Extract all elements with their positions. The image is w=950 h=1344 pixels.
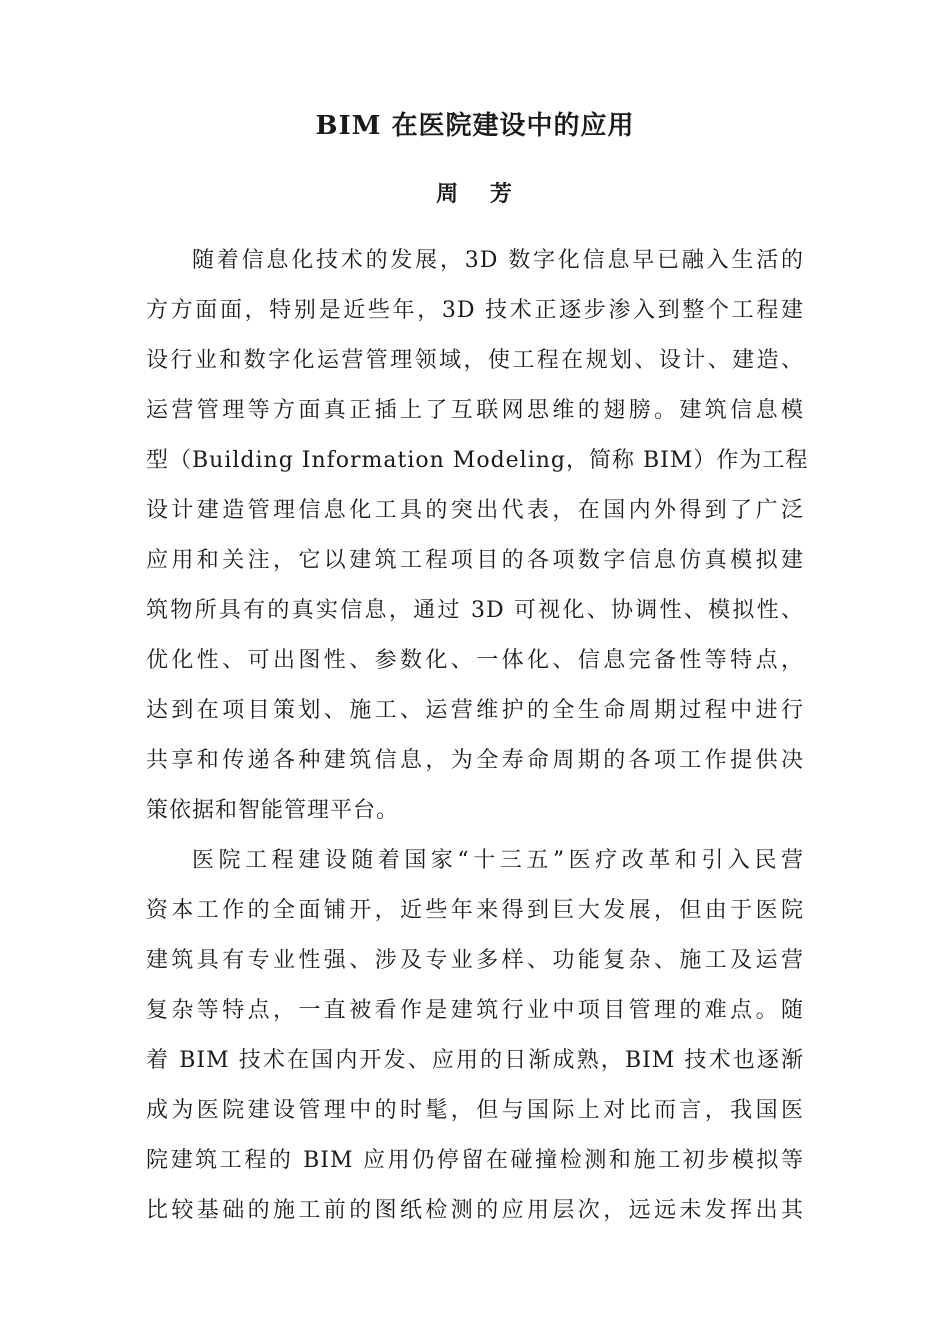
text-line: 资本工作的全面铺开，近些年来得到巨大发展，但由于医院 xyxy=(146,898,804,923)
text-line: 设计建造管理信息化工具的突出代表，在国内外得到了广泛 xyxy=(146,498,804,523)
text-line: 比较基础的施工前的图纸检测的应用层次，远远未发挥出其 xyxy=(146,1198,804,1223)
text-line: 优化性、可出图性、参数化、一体化、信息完备性等特点， xyxy=(146,648,804,673)
text-line: 筑物所具有的真实信息，通过 3D 可视化、协调性、模拟性、 xyxy=(146,598,804,623)
text-line: 策依据和智能管理平台。 xyxy=(146,798,400,823)
text-line: 型（Building Information Modeling，简称 BIM）作为工程 xyxy=(146,448,809,473)
text-line: 着 BIM 技术在国内开发、应用的日渐成熟，BIM 技术也逐渐 xyxy=(146,1048,804,1073)
document-body xyxy=(146,236,809,1236)
text-line: 随着信息化技术的发展，3D 数字化信息早已融入生活的 xyxy=(192,248,804,273)
text-line: 医院工程建设随着国家“十三五”医疗改革和引入民营 xyxy=(192,848,804,873)
text-line: 应用和关注，它以建筑工程项目的各项数字信息仿真模拟建 xyxy=(146,548,804,573)
text-line: 运营管理等方面真正插上了互联网思维的翅膀。建筑信息模 xyxy=(146,398,804,423)
document-title: BIM 在医院建设中的应用 xyxy=(315,111,635,141)
paragraph-2 xyxy=(146,836,804,1236)
text-line: 建筑具有专业性强、涉及专业多样、功能复杂、施工及运营 xyxy=(146,948,804,973)
text-line: 设行业和数字化运营管理领域，使工程在规划、设计、建造、 xyxy=(146,348,804,373)
text-line: 复杂等特点，一直被看作是建筑行业中项目管理的难点。随 xyxy=(146,998,804,1023)
paragraph-1 xyxy=(146,236,809,836)
text-line: 院建筑工程的 BIM 应用仍停留在碰撞检测和施工初步模拟等 xyxy=(146,1148,804,1173)
document-author: 周 芳 xyxy=(436,181,524,207)
text-line: 共享和传递各种建筑信息，为全寿命周期的各项工作提供决 xyxy=(146,748,804,773)
text-line: 达到在项目策划、施工、运营维护的全生命周期过程中进行 xyxy=(146,698,804,723)
text-line: 方方面面，特别是近些年，3D 技术正逐步渗入到整个工程建 xyxy=(146,298,804,323)
text-line: 成为医院建设管理中的时髦，但与国际上对比而言，我国医 xyxy=(146,1098,804,1123)
